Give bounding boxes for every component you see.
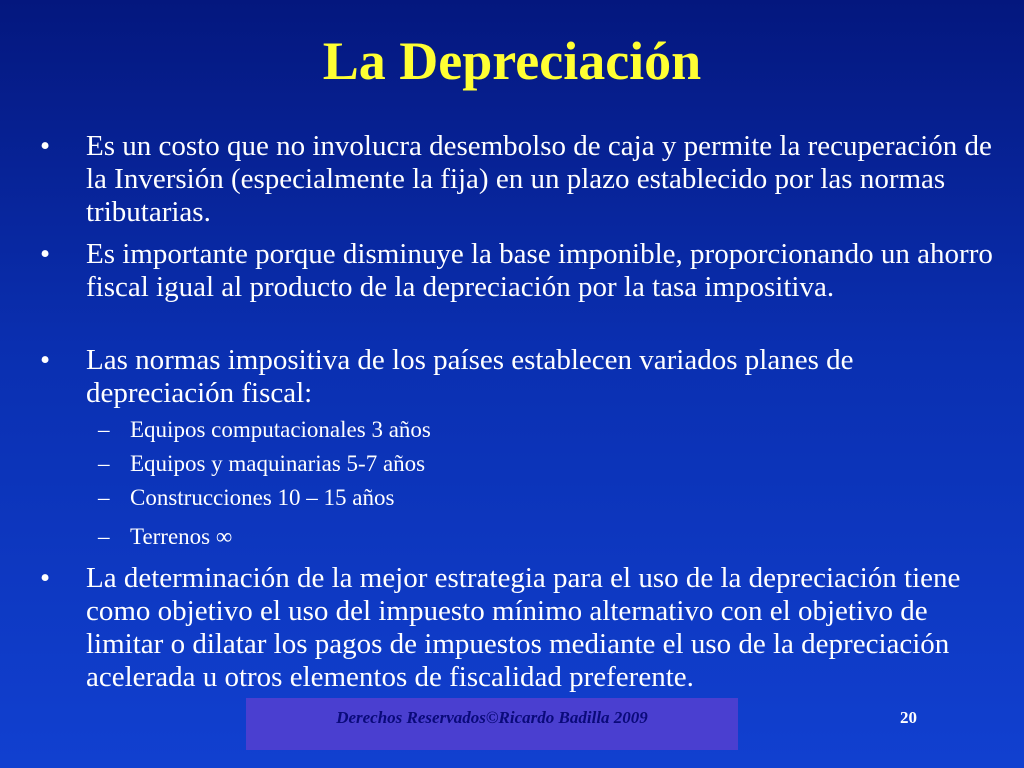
dash-icon: – [98,524,110,549]
sub-item-text: Equipos y maquinarias 5-7 años [130,451,426,476]
sub-item [98,451,425,477]
bullet-text: Es importante porque disminuye la base imponible, proporcionando un ahorro fiscal igual al producto de la depreciación por la tasa impositiva. [86,238,993,303]
bullet-item [40,562,1000,694]
bullet-icon: • [40,238,51,270]
bullet-icon: • [40,562,51,594]
bullet-item [40,130,1000,229]
sub-item [98,417,431,443]
bullet-text: Las normas impositiva de los países establecen variados planes de depreciación fiscal: [86,344,854,409]
page-number: 20 [900,708,917,727]
sub-item [98,524,232,550]
sub-item [98,485,394,511]
sub-item-text: Terrenos ∞ [130,524,233,549]
bullet-icon: • [40,344,51,376]
sub-item-text: Equipos computacionales 3 años [130,417,431,442]
bullet-icon: • [40,130,51,162]
bullet-item [40,344,1000,410]
footer-copyright: Derechos Reservados©Ricardo Badilla 2009 [336,708,648,727]
sub-item-text: Construcciones 10 – 15 años [130,485,395,510]
bullet-item [40,238,1000,304]
dash-icon: – [98,417,110,442]
bullet-text: La determinación de la mejor estrategia para el uso de la depreciación tiene como objetivo el uso del impuesto mínimo alternativo con el objetivo de limitar o dilatar los pagos de impuestos mediante el uso de la depreciación acelerada u otros elementos de fiscalidad preferente. [86,562,961,693]
bullet-text: Es un costo que no involucra desembolso de caja y permite la recuperación de la Inversión (especialmente la fija) en un plazo establecido por las normas tributarias. [86,130,992,228]
dash-icon: – [98,485,110,510]
slide-title: La Depreciación [322,31,702,91]
dash-icon: – [98,451,110,476]
